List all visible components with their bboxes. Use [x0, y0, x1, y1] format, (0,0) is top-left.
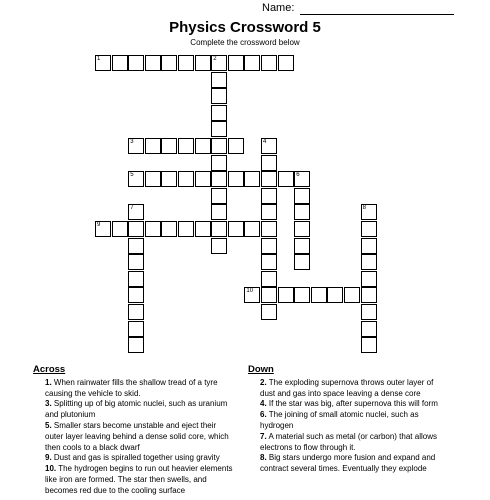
grid-cell[interactable]	[195, 171, 211, 187]
grid-cell[interactable]	[128, 238, 144, 254]
grid-cell[interactable]	[361, 304, 377, 320]
grid-cell[interactable]	[128, 55, 144, 71]
grid-cell[interactable]	[327, 287, 343, 303]
clue-number: 9	[97, 222, 101, 228]
grid-cell[interactable]	[128, 221, 144, 237]
grid-cell[interactable]	[128, 204, 144, 220]
across-clue	[33, 421, 233, 453]
clue-text: The joining of small atomic nuclei, such as hydrogen	[260, 410, 419, 430]
clue-text: The exploding supernova throws outer layer of dust and gas into space leaving a dense core	[260, 377, 434, 398]
grid-cell[interactable]	[228, 55, 244, 71]
grid-cell[interactable]	[211, 121, 227, 137]
down-clue-list	[248, 378, 448, 475]
grid-cell[interactable]	[211, 155, 227, 171]
grid-cell[interactable]	[128, 171, 144, 187]
page-subtitle: Complete the crossword below	[190, 38, 300, 47]
clue-number-label: 10.	[45, 464, 57, 474]
grid-cell[interactable]	[261, 155, 277, 171]
down-clue	[248, 399, 448, 410]
grid-cell[interactable]	[294, 221, 310, 237]
grid-cell[interactable]	[244, 287, 260, 303]
grid-cell[interactable]	[95, 55, 111, 71]
grid-cell[interactable]	[294, 287, 310, 303]
grid-cell[interactable]	[278, 55, 294, 71]
grid-cell[interactable]	[211, 138, 227, 154]
grid-cell[interactable]	[145, 171, 161, 187]
clue-number: 3	[130, 139, 134, 145]
grid-cell[interactable]	[228, 138, 244, 154]
clue-number: 10	[246, 288, 254, 295]
grid-cell[interactable]	[145, 221, 161, 237]
grid-cell[interactable]	[278, 171, 294, 187]
grid-cell[interactable]	[261, 204, 277, 220]
grid-cell[interactable]	[311, 287, 327, 303]
grid-cell[interactable]	[294, 171, 310, 187]
grid-cell[interactable]	[278, 287, 294, 303]
across-clue	[33, 378, 233, 400]
grid-cell[interactable]	[261, 221, 277, 237]
grid-cell[interactable]	[244, 221, 260, 237]
clue-number: 2	[213, 56, 217, 62]
clue-text: The hydrogen begins to run out heavier elements like iron are formed. The star then swells, and becomes red due to the cooling surface	[45, 464, 233, 495]
clue-number: 7	[130, 205, 134, 212]
grid-cell[interactable]	[128, 271, 144, 287]
grid-cell[interactable]	[178, 171, 194, 187]
grid-cell[interactable]	[178, 221, 194, 237]
grid-cell[interactable]	[161, 221, 177, 237]
grid-cell[interactable]	[145, 138, 161, 154]
clue-number-label: 5.	[45, 420, 52, 430]
across-clue	[33, 399, 233, 421]
grid-cell[interactable]	[211, 204, 227, 220]
grid-cell[interactable]	[195, 55, 211, 71]
grid-cell[interactable]	[128, 337, 144, 353]
clue-number: 5	[130, 172, 134, 179]
clue-number-label: 9.	[45, 453, 52, 463]
across-clue	[33, 464, 233, 496]
down-clues	[248, 365, 448, 475]
clue-text: Smaller stars become unstable and eject their outer layer leaving behind a dense solid core, which then cools to a black dwarf	[45, 420, 229, 452]
clue-number-label: 2.	[260, 377, 267, 387]
grid-cell[interactable]	[211, 55, 227, 71]
down-clue	[248, 410, 448, 432]
grid-cell[interactable]	[128, 304, 144, 320]
grid-cell[interactable]	[361, 254, 377, 270]
clue-number-label: 8.	[260, 453, 267, 463]
grid-cell[interactable]	[361, 204, 377, 220]
grid-cell[interactable]	[128, 254, 144, 270]
grid-cell[interactable]	[244, 171, 260, 187]
grid-cell[interactable]	[361, 287, 377, 303]
grid-cell[interactable]	[178, 55, 194, 71]
clue-text: Big stars undergo more fusion and expand and contract several times. Eventually they explode	[260, 453, 436, 474]
grid-cell[interactable]	[228, 171, 244, 187]
clue-number-label: 7.	[260, 431, 267, 441]
grid-cell[interactable]	[261, 238, 277, 254]
grid-cell[interactable]	[112, 55, 128, 71]
grid-cell[interactable]	[361, 337, 377, 353]
grid-cell[interactable]	[261, 287, 277, 303]
clue-number: 1	[97, 56, 101, 62]
clue-text: A material such as metal (or carbon) that allows electrons to flow through it.	[260, 431, 437, 452]
down-clue	[248, 432, 448, 454]
down-heading: Down	[248, 364, 274, 375]
grid-cell[interactable]	[211, 188, 227, 204]
clue-number-label: 4.	[260, 399, 267, 409]
grid-cell[interactable]	[195, 138, 211, 154]
grid-cell[interactable]	[112, 221, 128, 237]
grid-cell[interactable]	[211, 88, 227, 104]
grid-cell[interactable]	[261, 271, 277, 287]
clue-number-label: 1.	[45, 377, 52, 387]
grid-cell[interactable]	[211, 221, 227, 237]
grid-cell[interactable]	[211, 105, 227, 121]
grid-cell[interactable]	[361, 221, 377, 237]
grid-cell[interactable]	[261, 304, 277, 320]
grid-cell[interactable]	[294, 254, 310, 270]
grid-cell[interactable]	[128, 138, 144, 154]
grid-cell[interactable]	[361, 271, 377, 287]
clue-number: 4	[263, 139, 267, 145]
clue-number-label: 6.	[260, 410, 267, 420]
clue-number: 8	[362, 205, 366, 212]
grid-cell[interactable]	[161, 55, 177, 71]
grid-cell[interactable]	[228, 221, 244, 237]
grid-cell[interactable]	[261, 55, 277, 71]
clue-text: Splitting up of big atomic nuclei, such as uranium and plutonium	[45, 399, 228, 420]
grid-cell[interactable]	[361, 238, 377, 254]
grid-cell[interactable]	[145, 55, 161, 71]
grid-cell[interactable]	[128, 287, 144, 303]
grid-cell[interactable]	[161, 171, 177, 187]
clue-text: Dust and gas is spiralled together using gravity	[51, 453, 220, 463]
grid-cell[interactable]	[195, 221, 211, 237]
across-clue-list	[33, 378, 233, 497]
clue-number: 6	[296, 172, 300, 179]
across-heading: Across	[33, 364, 66, 375]
across-clues	[33, 365, 233, 497]
page-title: Physics Crossword 5	[169, 19, 321, 36]
grid-cell[interactable]	[294, 238, 310, 254]
across-clue	[33, 453, 233, 464]
grid-cell[interactable]	[294, 188, 310, 204]
clue-text: If the star was big, after supernova this will form	[266, 399, 438, 409]
grid-cell[interactable]	[261, 254, 277, 270]
grid-cell[interactable]	[261, 171, 277, 187]
grid-cell[interactable]	[128, 321, 144, 337]
clue-text: When rainwater fills the shallow tread of a tyre causing the vehicle to skid.	[45, 377, 218, 398]
grid-cell[interactable]	[261, 138, 277, 154]
grid-cell[interactable]	[344, 287, 360, 303]
name-line[interactable]	[300, 14, 454, 15]
grid-cell[interactable]	[161, 138, 177, 154]
grid-cell[interactable]	[95, 221, 111, 237]
grid-cell[interactable]	[361, 321, 377, 337]
grid-cell[interactable]	[261, 188, 277, 204]
clue-number-label: 3.	[45, 399, 52, 409]
name-label: Name:	[262, 2, 295, 14]
down-clue	[248, 378, 448, 400]
grid-cell[interactable]	[294, 204, 310, 220]
grid-cell[interactable]	[178, 138, 194, 154]
grid-cell[interactable]	[244, 55, 260, 71]
down-clue	[248, 453, 448, 475]
grid-cell[interactable]	[211, 72, 227, 88]
grid-cell[interactable]	[211, 238, 227, 254]
grid-cell[interactable]	[211, 171, 227, 187]
